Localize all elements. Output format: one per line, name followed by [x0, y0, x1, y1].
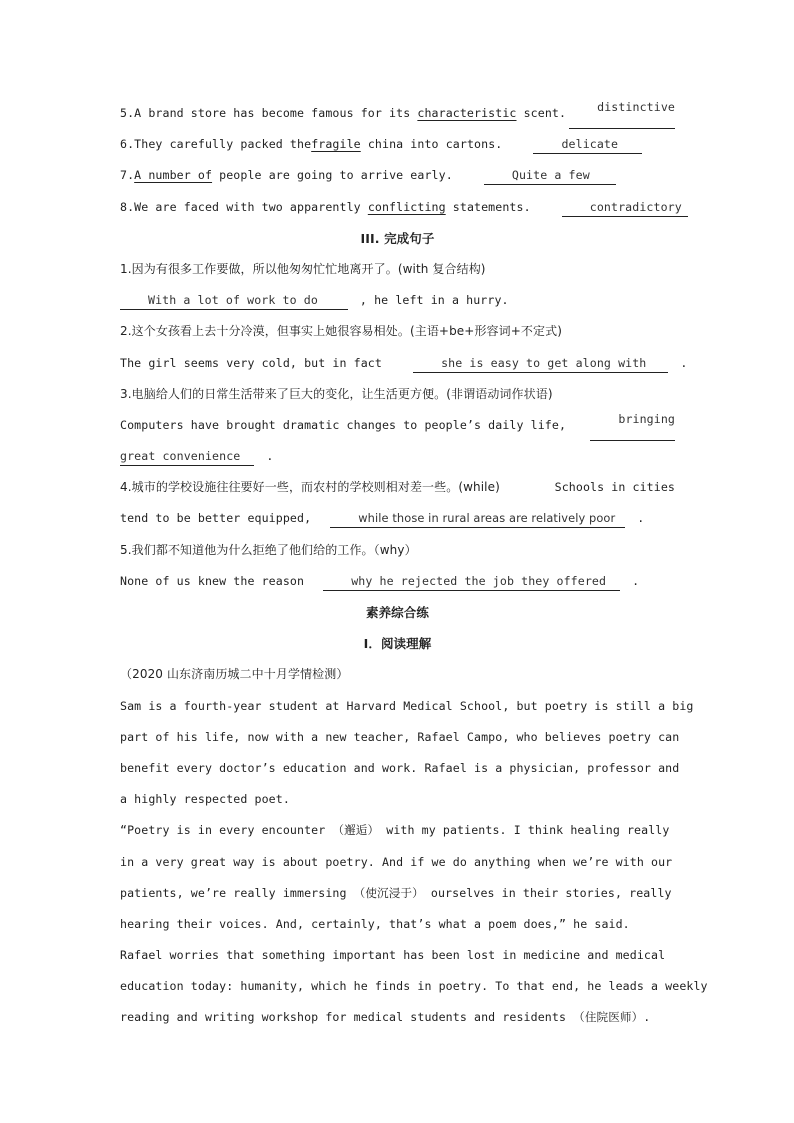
- sentence-text: Computers have brought dramatic changes to people’s daily life,: [120, 417, 567, 432]
- passage-line: part of his life, now with a new teacher, Rafael Campo, who believes poetry can: [120, 729, 680, 744]
- answer-blank[interactable]: bringing: [590, 410, 675, 441]
- sentence-text: scent.: [516, 106, 567, 120]
- answer-blank[interactable]: delicate: [533, 135, 642, 154]
- passage-line: Sam is a fourth-year student at Harvard Medical School, but poetry is still a big: [120, 698, 694, 713]
- answer-line-2: [120, 348, 688, 379]
- answer-blank[interactable]: while those in rural areas are relatively poor: [330, 509, 625, 528]
- sentence-text: .: [637, 511, 645, 526]
- vocab-item-8: [120, 192, 682, 223]
- source-note: （2020 山东济南历城二中十月学情检测）: [120, 667, 349, 682]
- vocab-item-5: [120, 98, 675, 129]
- sentence-text: , he left in a hurry.: [359, 293, 509, 308]
- prompt-5: 5.我们都不知道他为什么拒绝了他们给的工作。（why）: [120, 542, 417, 557]
- answer-blank[interactable]: Quite a few: [484, 166, 616, 185]
- prompt-4: [120, 472, 675, 503]
- passage-line: patients, we’re really immersing （使沉浸于） ourselves in their stories, really: [120, 885, 672, 900]
- target-word: fragile: [311, 137, 361, 152]
- sentence-text: .: [680, 355, 688, 370]
- answer-blank[interactable]: contradictory: [562, 198, 688, 217]
- answer-blank[interactable]: why he rejected the job they offered: [323, 572, 620, 591]
- sentence-text: .: [266, 449, 274, 464]
- sentence-text: None of us knew the reason: [120, 573, 305, 588]
- reading-heading: I．阅读理解: [363, 636, 432, 652]
- item-number: 8.: [120, 199, 135, 214]
- sentence-text: statements.: [445, 199, 531, 214]
- sentence-text: They carefully packed the: [134, 137, 312, 152]
- target-word: conflicting: [367, 199, 446, 214]
- sentence-text: .: [632, 573, 640, 588]
- prompt-text: 4.城市的学校设施往往要好一些，而农村的学校则相对差一些。(while): [120, 480, 500, 495]
- answer-blank[interactable]: With a lot of work to do: [120, 291, 348, 310]
- answer-line-3b: [120, 441, 675, 472]
- sentence-text: Schools in cities: [554, 480, 675, 495]
- answer-blank[interactable]: she is easy to get along with: [413, 354, 668, 373]
- prompt-1: 1.因为有很多工作要做，所以他匆匆忙忙地离开了。(with 复合结构): [120, 261, 486, 276]
- passage-line: Rafael worries that something important has been lost in medicine and medical: [120, 948, 666, 963]
- target-word: A number of: [134, 168, 213, 183]
- item-number: 6.: [120, 137, 135, 152]
- sentence-text: The girl seems very cold, but in fact: [120, 355, 382, 370]
- answer-line-4: [120, 503, 675, 534]
- sentence-text: people are going to arrive early.: [212, 168, 453, 183]
- section-heading: III. 完成句子: [360, 230, 435, 246]
- sentence-text: We are faced with two apparently: [134, 199, 368, 214]
- item-number: 5.: [120, 106, 135, 120]
- passage-line: benefit every doctor’s education and work. Rafael is a physician, professor and: [120, 760, 680, 775]
- vocab-item-7: [120, 160, 675, 191]
- passage-line: reading and writing workshop for medical students and residents （住院医师）.: [120, 1010, 651, 1025]
- practice-heading: 素养综合练: [365, 605, 429, 620]
- passage-line: “Poetry is in every encounter （邂逅） with my patients. I think healing really: [120, 823, 670, 838]
- passage-line: a highly respected poet.: [120, 792, 290, 807]
- worksheet-page: [120, 98, 708, 1034]
- sentence-text: A brand store has become famous for its: [134, 106, 418, 120]
- prompt-2: 2.这个女孩看上去十分冷漠，但事实上她很容易相处。(主语+be+形容词+不定式): [120, 324, 562, 339]
- answer-blank[interactable]: great convenience: [120, 447, 254, 466]
- sentence-text: china into cartons.: [360, 137, 503, 152]
- passage-line: education today: humanity, which he finds in poetry. To that end, he leads a weekly: [120, 979, 708, 994]
- answer-line-1: [120, 285, 675, 316]
- vocab-item-6: [120, 129, 675, 160]
- prompt-3: 3.电脑给人们的日常生活带来了巨大的变化，让生活更方便。(非谓语动词作状语): [120, 386, 553, 401]
- target-word: characteristic: [417, 106, 517, 120]
- answer-line-3a: [120, 410, 675, 441]
- item-number: 7.: [120, 168, 135, 183]
- answer-line-5: [120, 566, 675, 597]
- answer-blank[interactable]: distinctive: [569, 98, 675, 129]
- sentence-text: tend to be better equipped,: [120, 511, 312, 526]
- passage-line: hearing their voices. And, certainly, that’s what a poem does,” he said.: [120, 916, 630, 931]
- passage-line: in a very great way is about poetry. And if we do anything when we’re with our: [120, 854, 673, 869]
